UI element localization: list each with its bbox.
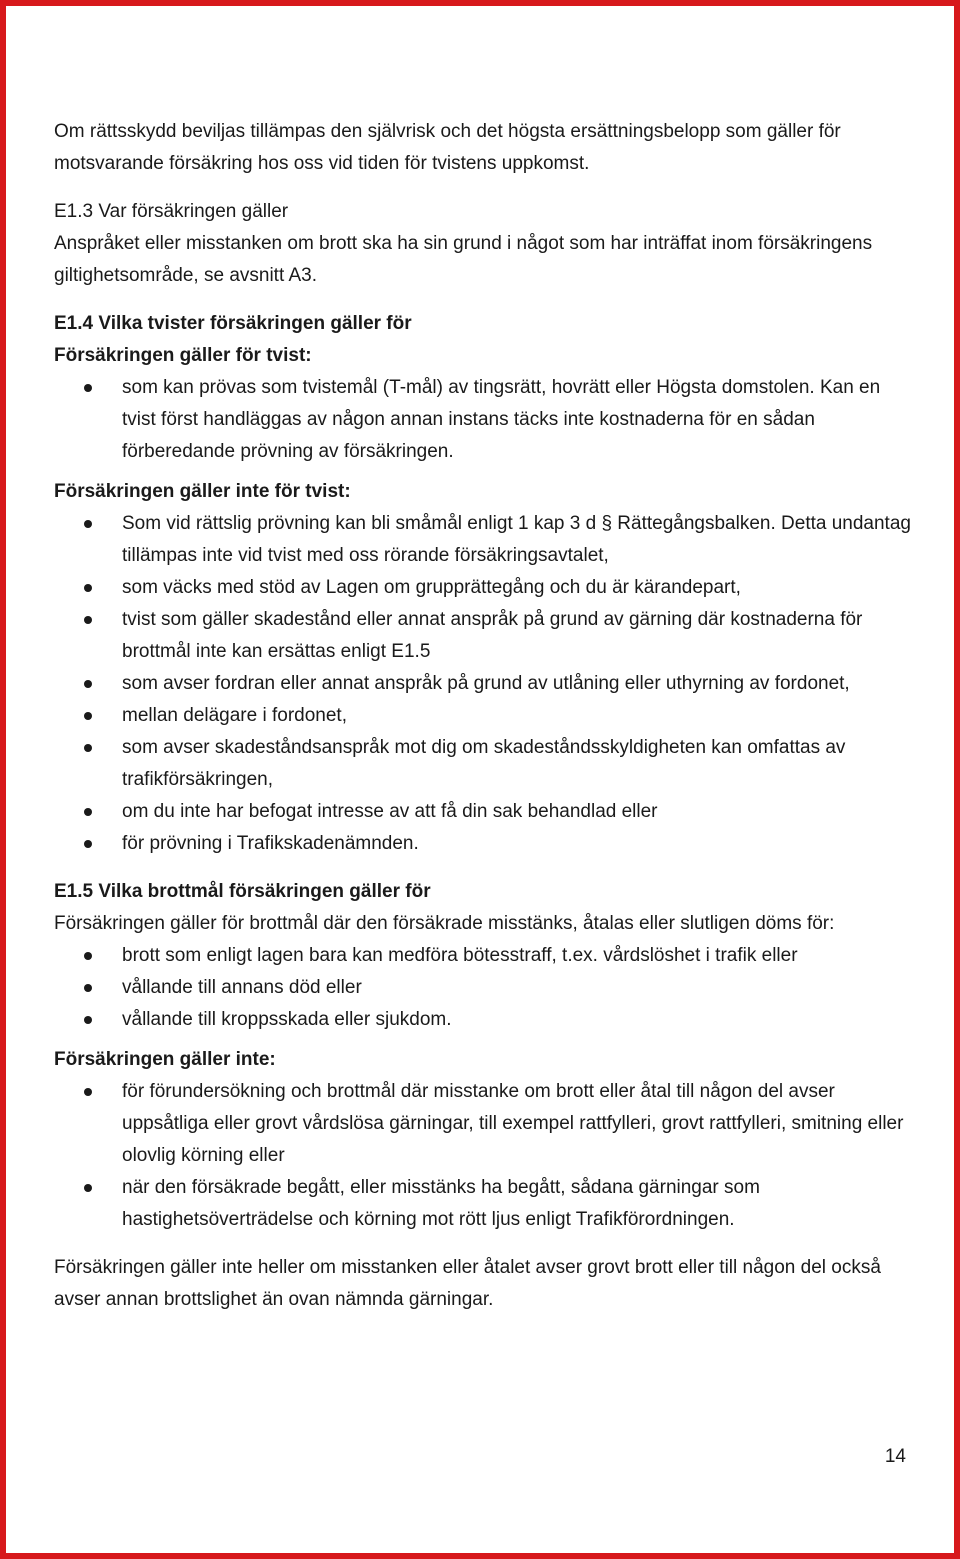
list-item: som avser fordran eller annat anspråk på grund av utlåning eller uthyrning av fordonet,	[54, 668, 914, 700]
bullet-icon	[84, 840, 92, 848]
closing-paragraph: Försäkringen gäller inte heller om misstanken eller åtalet avser grovt brott eller till någon del också avser annan brottslighet än ovan nämnda gärningar.	[54, 1257, 881, 1310]
bullet-icon	[84, 616, 92, 624]
bullet-icon	[84, 984, 92, 992]
bullet-icon	[84, 808, 92, 816]
list-item: Som vid rättslig prövning kan bli småmål enligt 1 kap 3 d § Rättegångsbalken. Detta undantag tillämpas inte vid tvist med oss rörande försäkringsavtalet,	[54, 508, 914, 572]
list-item: som kan prövas som tvistemål (T-mål) av tingsrätt, hovrätt eller Högsta domstolen. Kan en tvist först handläggas av någon annan instans täcks inte kostnaderna för en sådan förberedande prövning av försäkringen.	[54, 372, 914, 468]
bullet-icon	[84, 680, 92, 688]
intro-paragraph: Om rättsskydd beviljas tillämpas den självrisk och det högsta ersättningsbelopp som gäller för motsvarande försäkring hos oss vid tiden för tvistens uppkomst.	[54, 121, 841, 174]
bullet-icon	[84, 952, 92, 960]
list-item: när den försäkrade begått, eller misstänks ha begått, sådana gärningar som hastighetsöverträdelse och körning mot rött ljus enligt Trafikförordningen.	[54, 1172, 914, 1236]
document-body	[54, 116, 914, 1316]
page-number: 14	[884, 1446, 906, 1467]
section-e15-text: Försäkringen gäller för brottmål där den försäkrade misstänks, åtalas eller slutligen döms för:	[54, 913, 835, 934]
list-item: som väcks med stöd av Lagen om grupprättegång och du är kärandepart,	[54, 572, 914, 604]
applies-heading: Försäkringen gäller för tvist:	[54, 345, 312, 366]
list-item: för förundersökning och brottmål där misstanke om brott eller åtal till någon del avser uppsåtliga eller grovt vårdslösa gärningar, till exempel rattfylleri, grovt rattfylleri, smitning eller olovlig körning eller	[54, 1076, 914, 1172]
bullet-icon	[84, 1184, 92, 1192]
section-e13-heading: E1.3 Var försäkringen gäller	[54, 201, 289, 222]
list-item: om du inte har befogat intresse av att få din sak behandlad eller	[54, 796, 914, 828]
bullet-icon	[84, 712, 92, 720]
excludes-list	[54, 508, 914, 860]
bullet-icon	[84, 1016, 92, 1024]
not-covered-list	[54, 1076, 914, 1236]
list-item: mellan delägare i fordonet,	[54, 700, 914, 732]
bullet-icon	[84, 384, 92, 392]
bullet-icon	[84, 1088, 92, 1096]
bullet-icon	[84, 584, 92, 592]
section-e13-text: Anspråket eller misstanken om brott ska ha sin grund i något som har inträffat inom försäkringens giltighetsområde, se avsnitt A3.	[54, 233, 873, 286]
section-e15-heading: E1.5 Vilka brottmål försäkringen gäller för	[54, 881, 431, 902]
list-item: vållande till kroppsskada eller sjukdom.	[54, 1004, 914, 1036]
crimes-list	[54, 940, 914, 1036]
not-covered-heading: Försäkringen gäller inte:	[54, 1049, 276, 1070]
excludes-heading: Försäkringen gäller inte för tvist:	[54, 481, 351, 502]
bullet-icon	[84, 744, 92, 752]
list-item: vållande till annans död eller	[54, 972, 914, 1004]
applies-list	[54, 372, 914, 468]
list-item: brott som enligt lagen bara kan medföra bötesstraff, t.ex. vårdslöshet i trafik eller	[54, 940, 914, 972]
list-item: för prövning i Trafikskadenämnden.	[54, 828, 914, 860]
bullet-icon	[84, 520, 92, 528]
list-item: som avser skadeståndsanspråk mot dig om skadeståndsskyldigheten kan omfattas av trafikförsäkringen,	[54, 732, 914, 796]
list-item: tvist som gäller skadestånd eller annat anspråk på grund av gärning där kostnaderna för brottmål inte kan ersättas enligt E1.5	[54, 604, 914, 668]
section-e14-heading: E1.4 Vilka tvister försäkringen gäller för	[54, 313, 412, 334]
